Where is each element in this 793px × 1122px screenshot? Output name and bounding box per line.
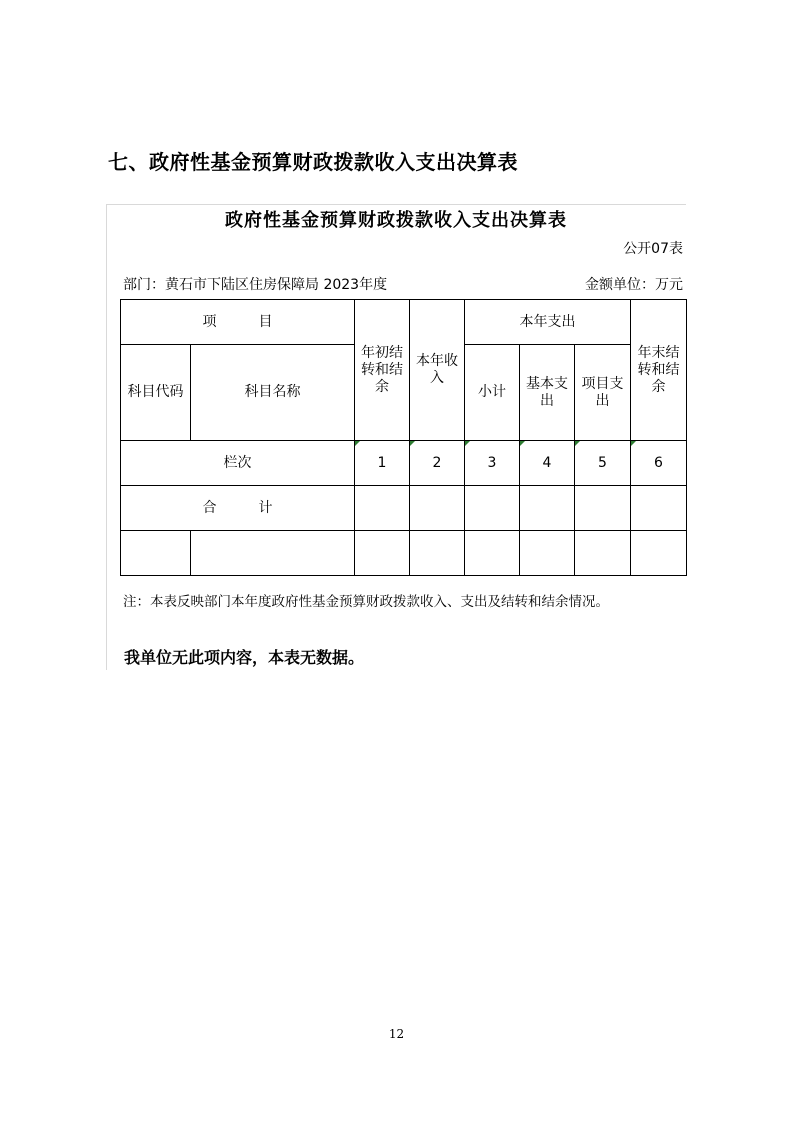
column-number-2: 2 (410, 441, 465, 486)
column-number-4: 4 (520, 441, 575, 486)
header-basic-expense-text: 基本支出 (526, 375, 568, 409)
no-data-statement: 我单位无此项内容，本表无数据。 (124, 648, 365, 667)
column-number-6: 6 (631, 441, 687, 486)
header-current-expense: 本年支出 (465, 300, 631, 345)
total-cell (520, 486, 575, 531)
frame-top-border (106, 204, 686, 205)
header-subject-code: 科目代码 (121, 345, 191, 441)
total-cell (465, 486, 520, 531)
header-basic-expense (520, 345, 575, 441)
header-start-balance-text: 年初结转和结余 (361, 344, 403, 395)
total-cell (355, 486, 410, 531)
data-cell (575, 531, 631, 576)
header-end-balance-text: 年末结转和结余 (637, 344, 680, 395)
total-cell (575, 486, 631, 531)
header-current-income (410, 300, 465, 441)
data-cell (121, 531, 191, 576)
data-cell (631, 531, 687, 576)
column-number-3: 3 (465, 441, 520, 486)
data-cell (465, 531, 520, 576)
data-cell (355, 531, 410, 576)
data-cell (410, 531, 465, 576)
amount-unit-label: 金额单位：万元 (585, 277, 683, 293)
column-number-5: 5 (575, 441, 631, 486)
column-number-1: 1 (355, 441, 410, 486)
header-end-balance (631, 300, 687, 441)
header-project-expense (575, 345, 631, 441)
table-note: 注：本表反映部门本年度政府性基金预算财政拨款收入、支出及结转和结余情况。 (123, 594, 609, 610)
column-index-label: 栏次 (121, 441, 355, 486)
header-project: 项 目 (121, 300, 355, 345)
table-title: 政府性基金预算财政拨款收入支出决算表 (225, 210, 567, 231)
header-start-balance (355, 300, 410, 441)
data-cell (191, 531, 355, 576)
header-subtotal: 小计 (465, 345, 520, 441)
total-cell (631, 486, 687, 531)
data-cell (520, 531, 575, 576)
header-project-expense-text: 项目支出 (581, 375, 624, 409)
section-heading: 七、政府性基金预算财政拨款收入支出决算表 (108, 150, 518, 174)
total-cell (410, 486, 465, 531)
department-label: 部门：黄石市下陆区住房保障局 2023年度 (123, 277, 388, 293)
header-subject-name: 科目名称 (191, 345, 355, 441)
page-number: 12 (388, 1027, 405, 1041)
frame-left-border (106, 204, 107, 670)
total-row-label: 合 计 (121, 486, 355, 531)
header-current-income-text: 本年收入 (416, 353, 458, 386)
table-code: 公开07表 (623, 241, 683, 257)
budget-table (120, 299, 687, 576)
